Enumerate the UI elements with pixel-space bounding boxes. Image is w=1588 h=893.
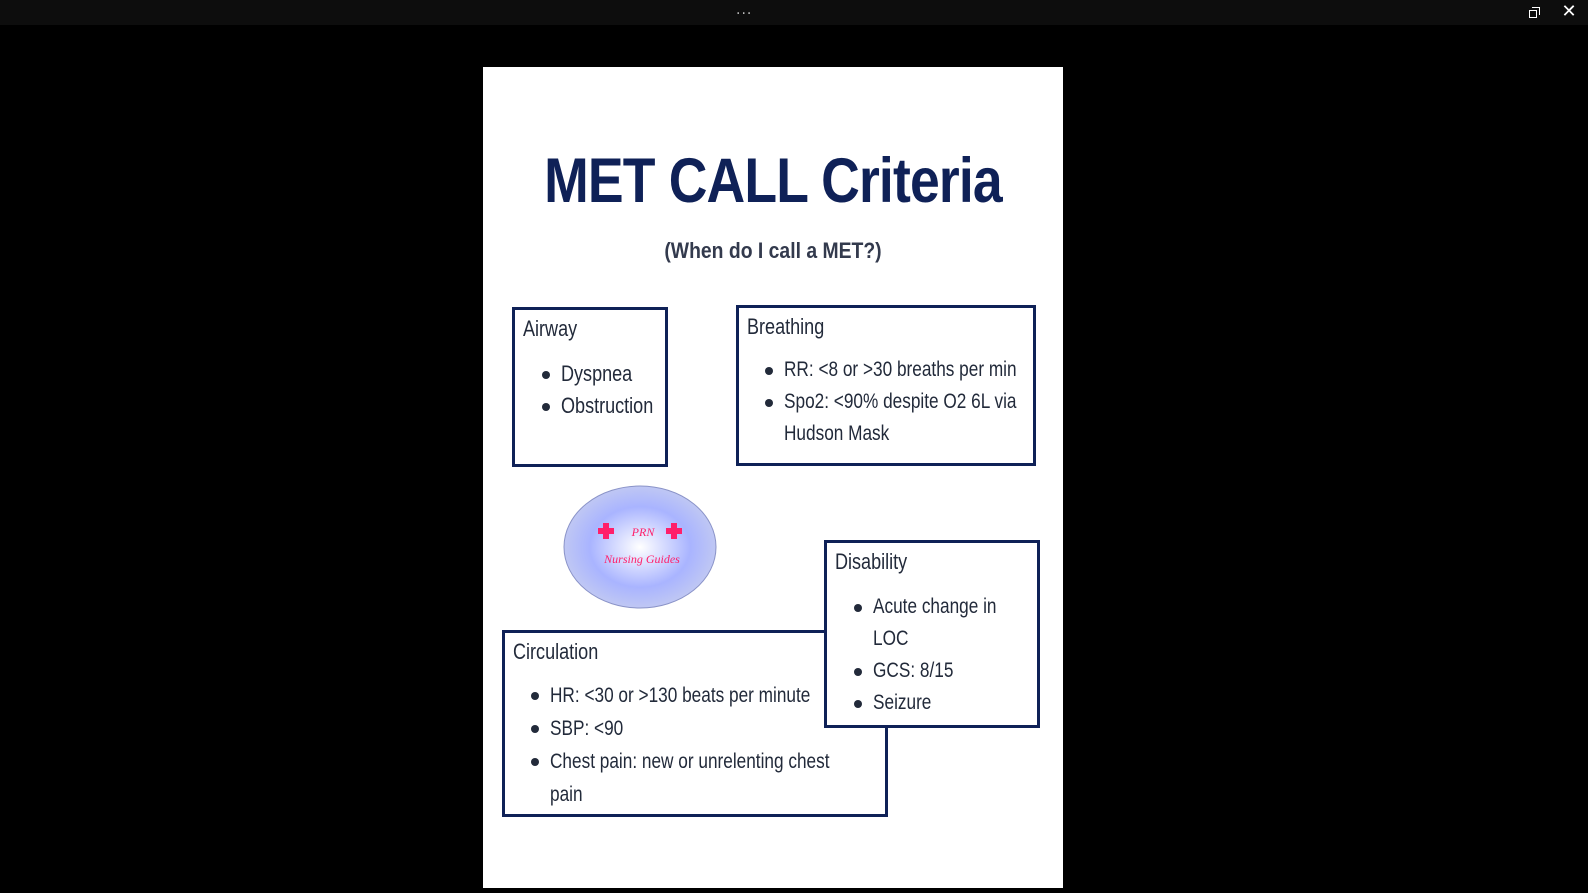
list-item: GCS: 8/15 [854, 655, 1034, 687]
list-item: Dyspnea [542, 358, 674, 390]
breathing-box [736, 305, 1036, 466]
restore-glyph [1529, 7, 1540, 18]
disability-title: Disability [835, 549, 908, 574]
list-item: Spo2: <90% despite O2 6L via Hudson Mask [765, 386, 1035, 450]
logo-line1: PRN [631, 525, 655, 539]
breathing-list [765, 354, 1035, 450]
disability-list [854, 591, 1034, 719]
airway-box [512, 307, 668, 467]
list-item: Seizure [854, 687, 1034, 719]
page-title: MET CALL Criteria [544, 146, 1002, 216]
list-item: Obstruction [542, 390, 674, 422]
page-subtitle: (When do I call a MET?) [664, 238, 882, 263]
list-item: RR: <8 or >30 breaths per min [765, 354, 1035, 386]
list-item: Chest pain: new or unrelenting chest pain [531, 745, 881, 811]
close-icon[interactable]: ✕ [1561, 1, 1577, 22]
list-item: HR: <30 or >130 beats per minute [531, 679, 881, 712]
viewer-titlebar [0, 0, 1588, 25]
more-options-icon[interactable]: ... [736, 2, 753, 18]
airway-list [542, 358, 674, 422]
list-item: SBP: <90 [531, 712, 881, 745]
circulation-title: Circulation [513, 639, 599, 664]
prn-nursing-guides-logo [563, 485, 718, 610]
image-viewer-stage [0, 25, 1588, 893]
breathing-title: Breathing [747, 314, 825, 339]
list-item: Acute change in LOC [854, 591, 1034, 655]
airway-title: Airway [523, 316, 578, 341]
restore-window-icon[interactable] [1523, 2, 1545, 22]
document-page [483, 67, 1063, 888]
disability-box [824, 540, 1040, 728]
logo-line2: Nursing Guides [604, 552, 680, 566]
